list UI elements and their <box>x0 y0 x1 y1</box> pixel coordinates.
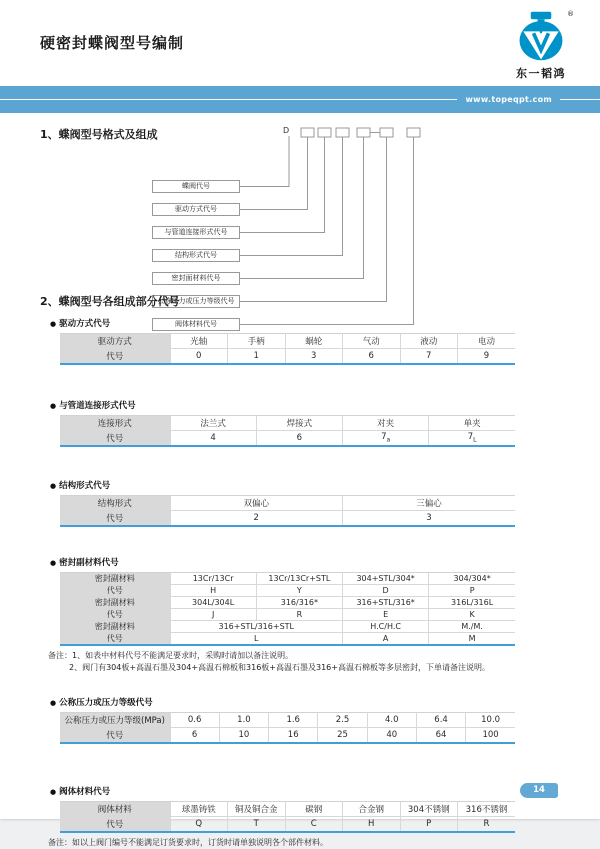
row-label-cell: 代号 <box>60 511 170 527</box>
code-cell: 电动 <box>458 334 516 349</box>
code-cell: K <box>429 609 515 621</box>
code-cell: 25 <box>318 728 367 744</box>
code-cell: 铜及铜合金 <box>228 802 286 817</box>
code-cell: Y <box>256 585 342 597</box>
code-cell: P <box>400 817 458 833</box>
code-cell: 13Cr/13Cr <box>170 573 256 585</box>
diagram-label-structure-code: 结构形式代号 <box>152 249 240 262</box>
code-cell: 6.4 <box>416 713 465 728</box>
bullet-icon: ● <box>50 699 57 707</box>
code-cell: 焊接式 <box>256 416 342 431</box>
code-cell: 316L/316L <box>429 597 515 609</box>
company-logo-icon <box>513 8 569 64</box>
code-cell: 16 <box>269 728 318 744</box>
row-label-cell: 密封副材料 <box>60 597 170 609</box>
code-cell: P <box>429 585 515 597</box>
section-bullet-label: ● 驱动方式代号 <box>50 319 111 329</box>
section-bullet-label: ● 与管道连接形式代号 <box>50 401 136 411</box>
section-bullet-label: ● 密封副材料代号 <box>50 558 119 568</box>
table-row <box>60 511 515 527</box>
connection-code-table <box>60 415 515 447</box>
code-cell: D <box>343 585 429 597</box>
diagram-label-body-material-code: 阀体材料代号 <box>152 318 240 331</box>
table-note: 备注：如以上阀门编号不能满足订货要求时，订货时请单独说明各个部件材料。 <box>48 838 328 847</box>
table-row <box>60 802 515 817</box>
table-row <box>60 585 515 597</box>
bullet-icon: ● <box>50 788 57 796</box>
row-label-cell: 连接形式 <box>60 416 170 431</box>
code-cell: 4.0 <box>367 713 416 728</box>
code-cell: 1 <box>228 349 286 365</box>
section-bullet-label: ● 阀体材料代号 <box>50 787 111 797</box>
code-cell: M <box>429 633 515 646</box>
code-cell: H <box>170 585 256 597</box>
section2-heading: 2、蝶阀型号各组成部分代号 <box>40 295 180 308</box>
table-row <box>60 817 515 833</box>
code-cell: 对夹 <box>343 416 429 431</box>
code-cell: 304不锈钢 <box>400 802 458 817</box>
code-cell: 316不锈钢 <box>458 802 516 817</box>
page-number-badge: 14 <box>520 783 558 798</box>
table-row <box>60 597 515 609</box>
section-bullet-label: ● 公称压力或压力等级代号 <box>50 698 153 708</box>
bullet-icon: ● <box>50 320 57 328</box>
row-label-cell: 代号 <box>60 817 170 833</box>
code-cell: 手柄 <box>228 334 286 349</box>
code-table <box>60 495 515 527</box>
code-cell: H <box>343 817 401 833</box>
code-cell: 7 <box>400 349 458 365</box>
code-cell: A <box>343 633 429 646</box>
table-row <box>60 621 515 633</box>
code-cell: Q <box>170 817 228 833</box>
code-cell: 9 <box>458 349 516 365</box>
diagram-label-connection-code: 与管道连接形式代号 <box>152 226 240 239</box>
section2 <box>0 293 600 849</box>
code-cell: 6 <box>256 431 342 447</box>
code-cell: 10.0 <box>466 713 515 728</box>
seal-material-notes <box>48 650 600 673</box>
code-cell: 光轴 <box>170 334 228 349</box>
code-cell: 316+STL/316+STL <box>170 621 343 633</box>
code-cell: E <box>343 609 429 621</box>
code-cell: 100 <box>466 728 515 744</box>
model-prefix-letter: D <box>283 126 290 135</box>
row-label-cell: 结构形式 <box>60 496 170 511</box>
drive-code-section <box>0 317 600 365</box>
row-label-cell: 公称压力或压力等级(MPa) <box>60 713 170 728</box>
code-table <box>60 801 515 833</box>
code-cell: 球墨铸铁 <box>170 802 228 817</box>
code-cell: 6 <box>170 728 219 744</box>
code-cell: 304+STL/304* <box>343 573 429 585</box>
code-table <box>60 333 515 365</box>
code-cell: 13Cr/13Cr+STL <box>256 573 342 585</box>
code-cell: R <box>256 609 342 621</box>
row-label-cell: 代号 <box>60 633 170 646</box>
company-logo <box>508 8 574 81</box>
body-material-code-table <box>60 801 515 833</box>
table-row <box>60 573 515 585</box>
connection-code-section <box>0 399 600 447</box>
code-table <box>60 712 515 744</box>
code-cell: 316/316* <box>256 597 342 609</box>
code-cell: 液动 <box>400 334 458 349</box>
code-cell: C <box>285 817 343 833</box>
section-bullet-label: ● 结构形式代号 <box>50 481 111 491</box>
row-label-cell: 代号 <box>60 585 170 597</box>
header-band <box>0 86 600 113</box>
code-cell: 6 <box>343 349 401 365</box>
code-cell: $7_a$ <box>343 431 429 447</box>
code-cell: T <box>228 817 286 833</box>
table-row <box>60 713 515 728</box>
table-row <box>60 416 515 431</box>
code-cell: 0.6 <box>170 713 219 728</box>
diagram-label-valve-code: 蝶阀代号 <box>152 180 240 193</box>
diagram-label-pressure-code: 公称压力或压力等级代号 <box>152 295 240 308</box>
code-cell: 双偏心 <box>170 496 343 511</box>
code-cell: 合金钢 <box>343 802 401 817</box>
page-title: 硬密封蝶阀型号编制 <box>40 34 185 52</box>
drive-code-table <box>60 333 515 365</box>
section1-heading: 1、蝶阀型号格式及组成 <box>40 128 158 141</box>
code-cell: 2 <box>170 511 343 527</box>
table-note: 备注：1、如表中材料代号不能满足要求时，采购时请加以备注说明。 <box>48 651 294 660</box>
code-table <box>60 572 515 646</box>
row-label-cell: 密封副材料 <box>60 621 170 633</box>
row-label-cell: 代号 <box>60 728 170 744</box>
code-cell: 40 <box>367 728 416 744</box>
code-cell: 蜗轮 <box>285 334 343 349</box>
structure-code-table <box>60 495 515 527</box>
code-cell: 碳钢 <box>285 802 343 817</box>
code-cell: L <box>170 633 343 646</box>
diagram-label-drive-code: 驱动方式代号 <box>152 203 240 216</box>
table-note: 2、阀门有304板+高温石墨及304+高温石棉板和316板+高温石墨及316+高温石棉板等多层密封，下单请备注说明。 <box>69 662 490 672</box>
code-cell: 316+STL/316* <box>343 597 429 609</box>
code-cell: J <box>170 609 256 621</box>
code-cell: H.C/H.C <box>343 621 429 633</box>
code-cell: 单夹 <box>429 416 515 431</box>
bullet-icon: ● <box>50 402 57 410</box>
seal-material-code-table <box>60 572 515 646</box>
registered-mark: ® <box>567 10 574 18</box>
row-label-cell: 代号 <box>60 431 170 447</box>
row-label-cell: 代号 <box>60 609 170 621</box>
row-label-cell: 代号 <box>60 349 170 365</box>
bullet-icon: ● <box>50 559 57 567</box>
row-label-cell: 驱动方式 <box>60 334 170 349</box>
code-cell: 64 <box>416 728 465 744</box>
code-cell: M./M. <box>429 621 515 633</box>
structure-code-section <box>0 479 600 527</box>
row-label-cell: 密封副材料 <box>60 573 170 585</box>
code-cell: $7_L$ <box>429 431 515 447</box>
code-cell: 304L/304L <box>170 597 256 609</box>
code-cell: 1.6 <box>269 713 318 728</box>
body-material-notes <box>48 837 600 849</box>
table-row <box>60 431 515 447</box>
code-cell: 1.0 <box>219 713 268 728</box>
code-cell: 3 <box>343 511 516 527</box>
table-row <box>60 728 515 744</box>
code-cell: 10 <box>219 728 268 744</box>
code-cell: R <box>458 817 516 833</box>
table-row <box>60 496 515 511</box>
seal-material-code-section <box>0 556 600 673</box>
table-row <box>60 609 515 621</box>
body-material-code-section <box>0 785 600 849</box>
code-cell: 2.5 <box>318 713 367 728</box>
code-cell: 304/304* <box>429 573 515 585</box>
diagram-label-seal-material-code: 密封面材料代号 <box>152 272 240 285</box>
row-label-cell: 阀体材料 <box>60 802 170 817</box>
bullet-icon: ● <box>50 482 57 490</box>
code-cell: 法兰式 <box>170 416 256 431</box>
code-table <box>60 415 515 447</box>
table-row <box>60 633 515 646</box>
code-cell: 三偏心 <box>343 496 516 511</box>
code-cell: 4 <box>170 431 256 447</box>
table-row <box>60 349 515 365</box>
table-row <box>60 334 515 349</box>
code-cell: 3 <box>285 349 343 365</box>
website-url: www.topeqpt.com <box>457 93 560 106</box>
pressure-code-table <box>60 712 515 744</box>
code-cell: 气动 <box>343 334 401 349</box>
pressure-code-section <box>0 696 600 744</box>
company-name: 东一韬鸿 <box>516 67 566 80</box>
code-cell: 0 <box>170 349 228 365</box>
